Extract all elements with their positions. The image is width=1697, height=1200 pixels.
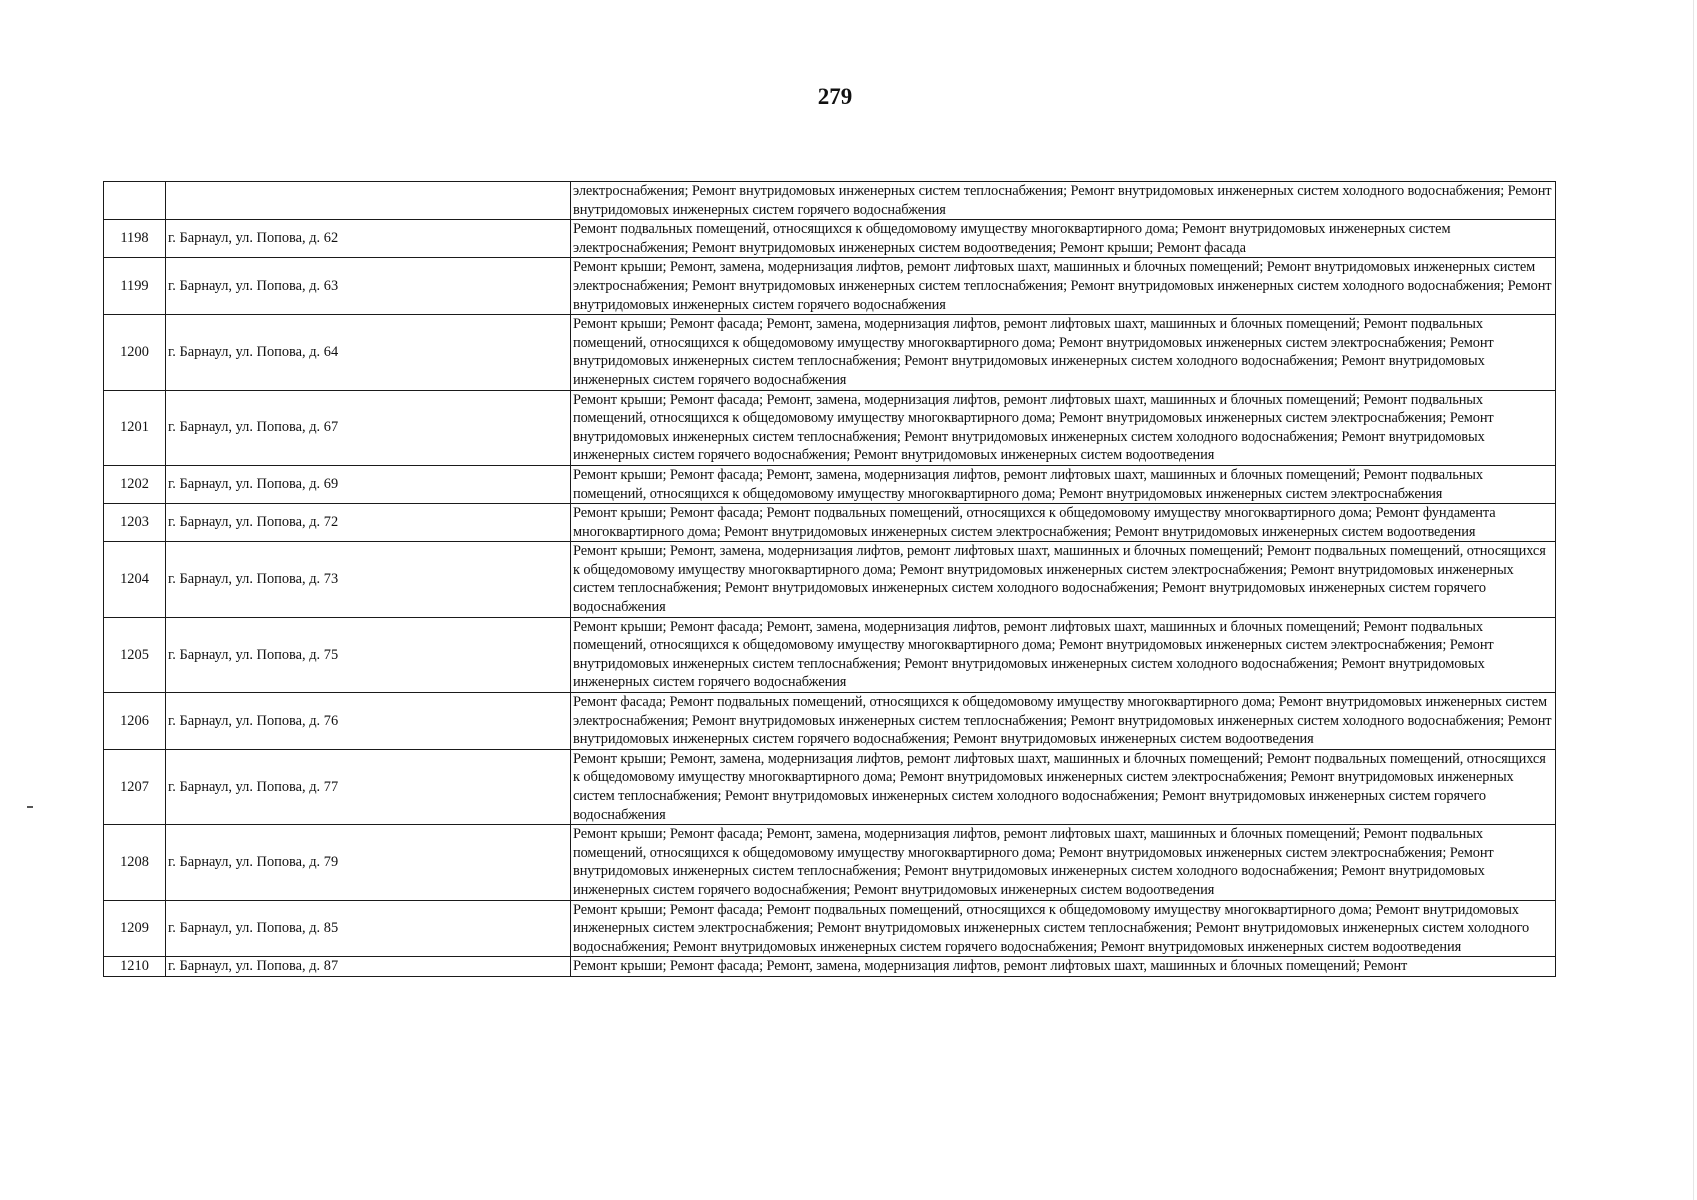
address-cell: г. Барнаул, ул. Попова, д. 77 xyxy=(166,749,571,824)
address-cell xyxy=(166,182,571,220)
row-number-cell: 1198 xyxy=(104,220,166,258)
table-row xyxy=(104,825,1556,900)
address-cell: г. Барнаул, ул. Попова, д. 73 xyxy=(166,542,571,617)
table-row xyxy=(104,315,1556,390)
table-row xyxy=(104,182,1556,220)
address-cell: г. Барнаул, ул. Попова, д. 62 xyxy=(166,220,571,258)
table-row xyxy=(104,542,1556,617)
address-cell: г. Барнаул, ул. Попова, д. 75 xyxy=(166,617,571,692)
row-number-cell: 1199 xyxy=(104,258,166,315)
repair-registry-table xyxy=(103,181,1556,977)
address-cell: г. Барнаул, ул. Попова, д. 79 xyxy=(166,825,571,900)
address-cell: г. Барнаул, ул. Попова, д. 63 xyxy=(166,258,571,315)
works-cell: Ремонт фасада; Ремонт подвальных помещений, относящихся к общедомовому имуществу многоквартирного дома; Ремонт внутридомовых инженерных систем электроснабжения; Ремонт внутридомовых инженерных систем теплоснабжения; Ремонт внутридомовых инженерных систем холодного водоснабжения; Ремонт внутридомовых инженерных систем горячего водоснабжения; Ремонт внутридомовых инженерных систем водоотведения xyxy=(571,693,1556,750)
table-row xyxy=(104,617,1556,692)
address-cell: г. Барнаул, ул. Попова, д. 67 xyxy=(166,390,571,465)
address-cell: г. Барнаул, ул. Попова, д. 85 xyxy=(166,900,571,957)
page-number: 279 xyxy=(817,84,853,109)
row-number-cell: 1209 xyxy=(104,900,166,957)
table-row xyxy=(104,900,1556,957)
works-cell: Ремонт крыши; Ремонт фасада; Ремонт подвальных помещений, относящихся к общедомовому имуществу многоквартирного дома; Ремонт внутридомовых инженерных систем электроснабжения; Ремонт внутридомовых инженерных систем теплоснабжения; Ремонт внутридомовых инженерных систем холодного водоснабжения; Ремонт внутридомовых инженерных систем горячего водоснабжения; Ремонт внутридомовых инженерных систем водоотведения xyxy=(571,900,1556,957)
works-cell: Ремонт крыши; Ремонт, замена, модернизация лифтов, ремонт лифтовых шахт, машинных и блочных помещений; Ремонт внутридомовых инженерных систем электроснабжения; Ремонт внутридомовых инженерных систем теплоснабжения; Ремонт внутридомовых инженерных систем холодного водоснабжения; Ремонт внутридомовых инженерных систем горячего водоснабжения xyxy=(571,258,1556,315)
row-number-cell: 1203 xyxy=(104,504,166,542)
row-number-cell: 1201 xyxy=(104,390,166,465)
works-cell: Ремонт крыши; Ремонт фасада; Ремонт, замена, модернизация лифтов, ремонт лифтовых шахт, машинных и блочных помещений; Ремонт подвальных помещений, относящихся к общедомовому имуществу многоквартирного дома; Ремонт внутридомовых инженерных систем электроснабжения xyxy=(571,465,1556,503)
address-cell: г. Барнаул, ул. Попова, д. 72 xyxy=(166,504,571,542)
address-cell: г. Барнаул, ул. Попова, д. 69 xyxy=(166,465,571,503)
row-number-cell: 1202 xyxy=(104,465,166,503)
row-number-cell xyxy=(104,182,166,220)
address-cell: г. Барнаул, ул. Попова, д. 87 xyxy=(166,957,571,977)
works-cell: Ремонт подвальных помещений, относящихся к общедомовому имуществу многоквартирного дома; Ремонт внутридомовых инженерных систем электроснабжения; Ремонт внутридомовых инженерных систем водоотведения; Ремонт крыши; Ремонт фасада xyxy=(571,220,1556,258)
row-number-cell: 1206 xyxy=(104,693,166,750)
table-row xyxy=(104,465,1556,503)
works-cell: Ремонт крыши; Ремонт фасада; Ремонт подвальных помещений, относящихся к общедомовому имуществу многоквартирного дома; Ремонт фундамента многоквартирного дома; Ремонт внутридомовых инженерных систем электроснабжения; Ремонт внутридомовых инженерных систем водоотведения xyxy=(571,504,1556,542)
row-number-cell: 1207 xyxy=(104,749,166,824)
row-number-cell: 1205 xyxy=(104,617,166,692)
works-cell: Ремонт крыши; Ремонт, замена, модернизация лифтов, ремонт лифтовых шахт, машинных и блочных помещений; Ремонт подвальных помещений, относящихся к общедомовому имуществу многоквартирного дома; Ремонт внутридомовых инженерных систем электроснабжения; Ремонт внутридомовых инженерных систем теплоснабжения; Ремонт внутридомовых инженерных систем холодного водоснабжения; Ремонт внутридомовых инженерных систем горячего водоснабжения xyxy=(571,749,1556,824)
table-row xyxy=(104,749,1556,824)
works-cell: Ремонт крыши; Ремонт, замена, модернизация лифтов, ремонт лифтовых шахт, машинных и блочных помещений; Ремонт подвальных помещений, относящихся к общедомовому имуществу многоквартирного дома; Ремонт внутридомовых инженерных систем электроснабжения; Ремонт внутридомовых инженерных систем теплоснабжения; Ремонт внутридомовых инженерных систем холодного водоснабжения; Ремонт внутридомовых инженерных систем горячего водоснабжения xyxy=(571,542,1556,617)
works-cell: Ремонт крыши; Ремонт фасада; Ремонт, замена, модернизация лифтов, ремонт лифтовых шахт, машинных и блочных помещений; Ремонт подвальных помещений, относящихся к общедомовому имуществу многоквартирного дома; Ремонт внутридомовых инженерных систем электроснабжения; Ремонт внутридомовых инженерных систем теплоснабжения; Ремонт внутридомовых инженерных систем холодного водоснабжения; Ремонт внутридомовых инженерных систем горячего водоснабжения; Ремонт внутридомовых инженерных систем водоотведения xyxy=(571,825,1556,900)
table-row xyxy=(104,957,1556,977)
table-row xyxy=(104,504,1556,542)
works-cell: Ремонт крыши; Ремонт фасада; Ремонт, замена, модернизация лифтов, ремонт лифтовых шахт, машинных и блочных помещений; Ремонт подвальных помещений, относящихся к общедомовому имуществу многоквартирного дома; Ремонт внутридомовых инженерных систем электроснабжения; Ремонт внутридомовых инженерных систем теплоснабжения; Ремонт внутридомовых инженерных систем холодного водоснабжения; Ремонт внутридомовых инженерных систем горячего водоснабжения; Ремонт внутридомовых инженерных систем водоотведения xyxy=(571,390,1556,465)
scan-edge-line xyxy=(1693,0,1694,1200)
row-number-cell: 1204 xyxy=(104,542,166,617)
row-number-cell: 1208 xyxy=(104,825,166,900)
table-row xyxy=(104,390,1556,465)
table-row xyxy=(104,220,1556,258)
works-cell: Ремонт крыши; Ремонт фасада; Ремонт, замена, модернизация лифтов, ремонт лифтовых шахт, машинных и блочных помещений; Ремонт xyxy=(571,957,1556,977)
address-cell: г. Барнаул, ул. Попова, д. 76 xyxy=(166,693,571,750)
works-cell: Ремонт крыши; Ремонт фасада; Ремонт, замена, модернизация лифтов, ремонт лифтовых шахт, машинных и блочных помещений; Ремонт подвальных помещений, относящихся к общедомовому имуществу многоквартирного дома; Ремонт внутридомовых инженерных систем электроснабжения; Ремонт внутридомовых инженерных систем теплоснабжения; Ремонт внутридомовых инженерных систем холодного водоснабжения; Ремонт внутридомовых инженерных систем горячего водоснабжения xyxy=(571,315,1556,390)
scan-artifact-mark xyxy=(27,806,33,808)
address-cell: г. Барнаул, ул. Попова, д. 64 xyxy=(166,315,571,390)
works-cell: электроснабжения; Ремонт внутридомовых инженерных систем теплоснабжения; Ремонт внутридомовых инженерных систем холодного водоснабжения; Ремонт внутридомовых инженерных систем горячего водоснабжения xyxy=(571,182,1556,220)
row-number-cell: 1200 xyxy=(104,315,166,390)
works-cell: Ремонт крыши; Ремонт фасада; Ремонт, замена, модернизация лифтов, ремонт лифтовых шахт, машинных и блочных помещений; Ремонт подвальных помещений, относящихся к общедомовому имуществу многоквартирного дома; Ремонт внутридомовых инженерных систем электроснабжения; Ремонт внутридомовых инженерных систем теплоснабжения; Ремонт внутридомовых инженерных систем холодного водоснабжения; Ремонт внутридомовых инженерных систем горячего водоснабжения xyxy=(571,617,1556,692)
row-number-cell: 1210 xyxy=(104,957,166,977)
table-row xyxy=(104,693,1556,750)
table-row xyxy=(104,258,1556,315)
